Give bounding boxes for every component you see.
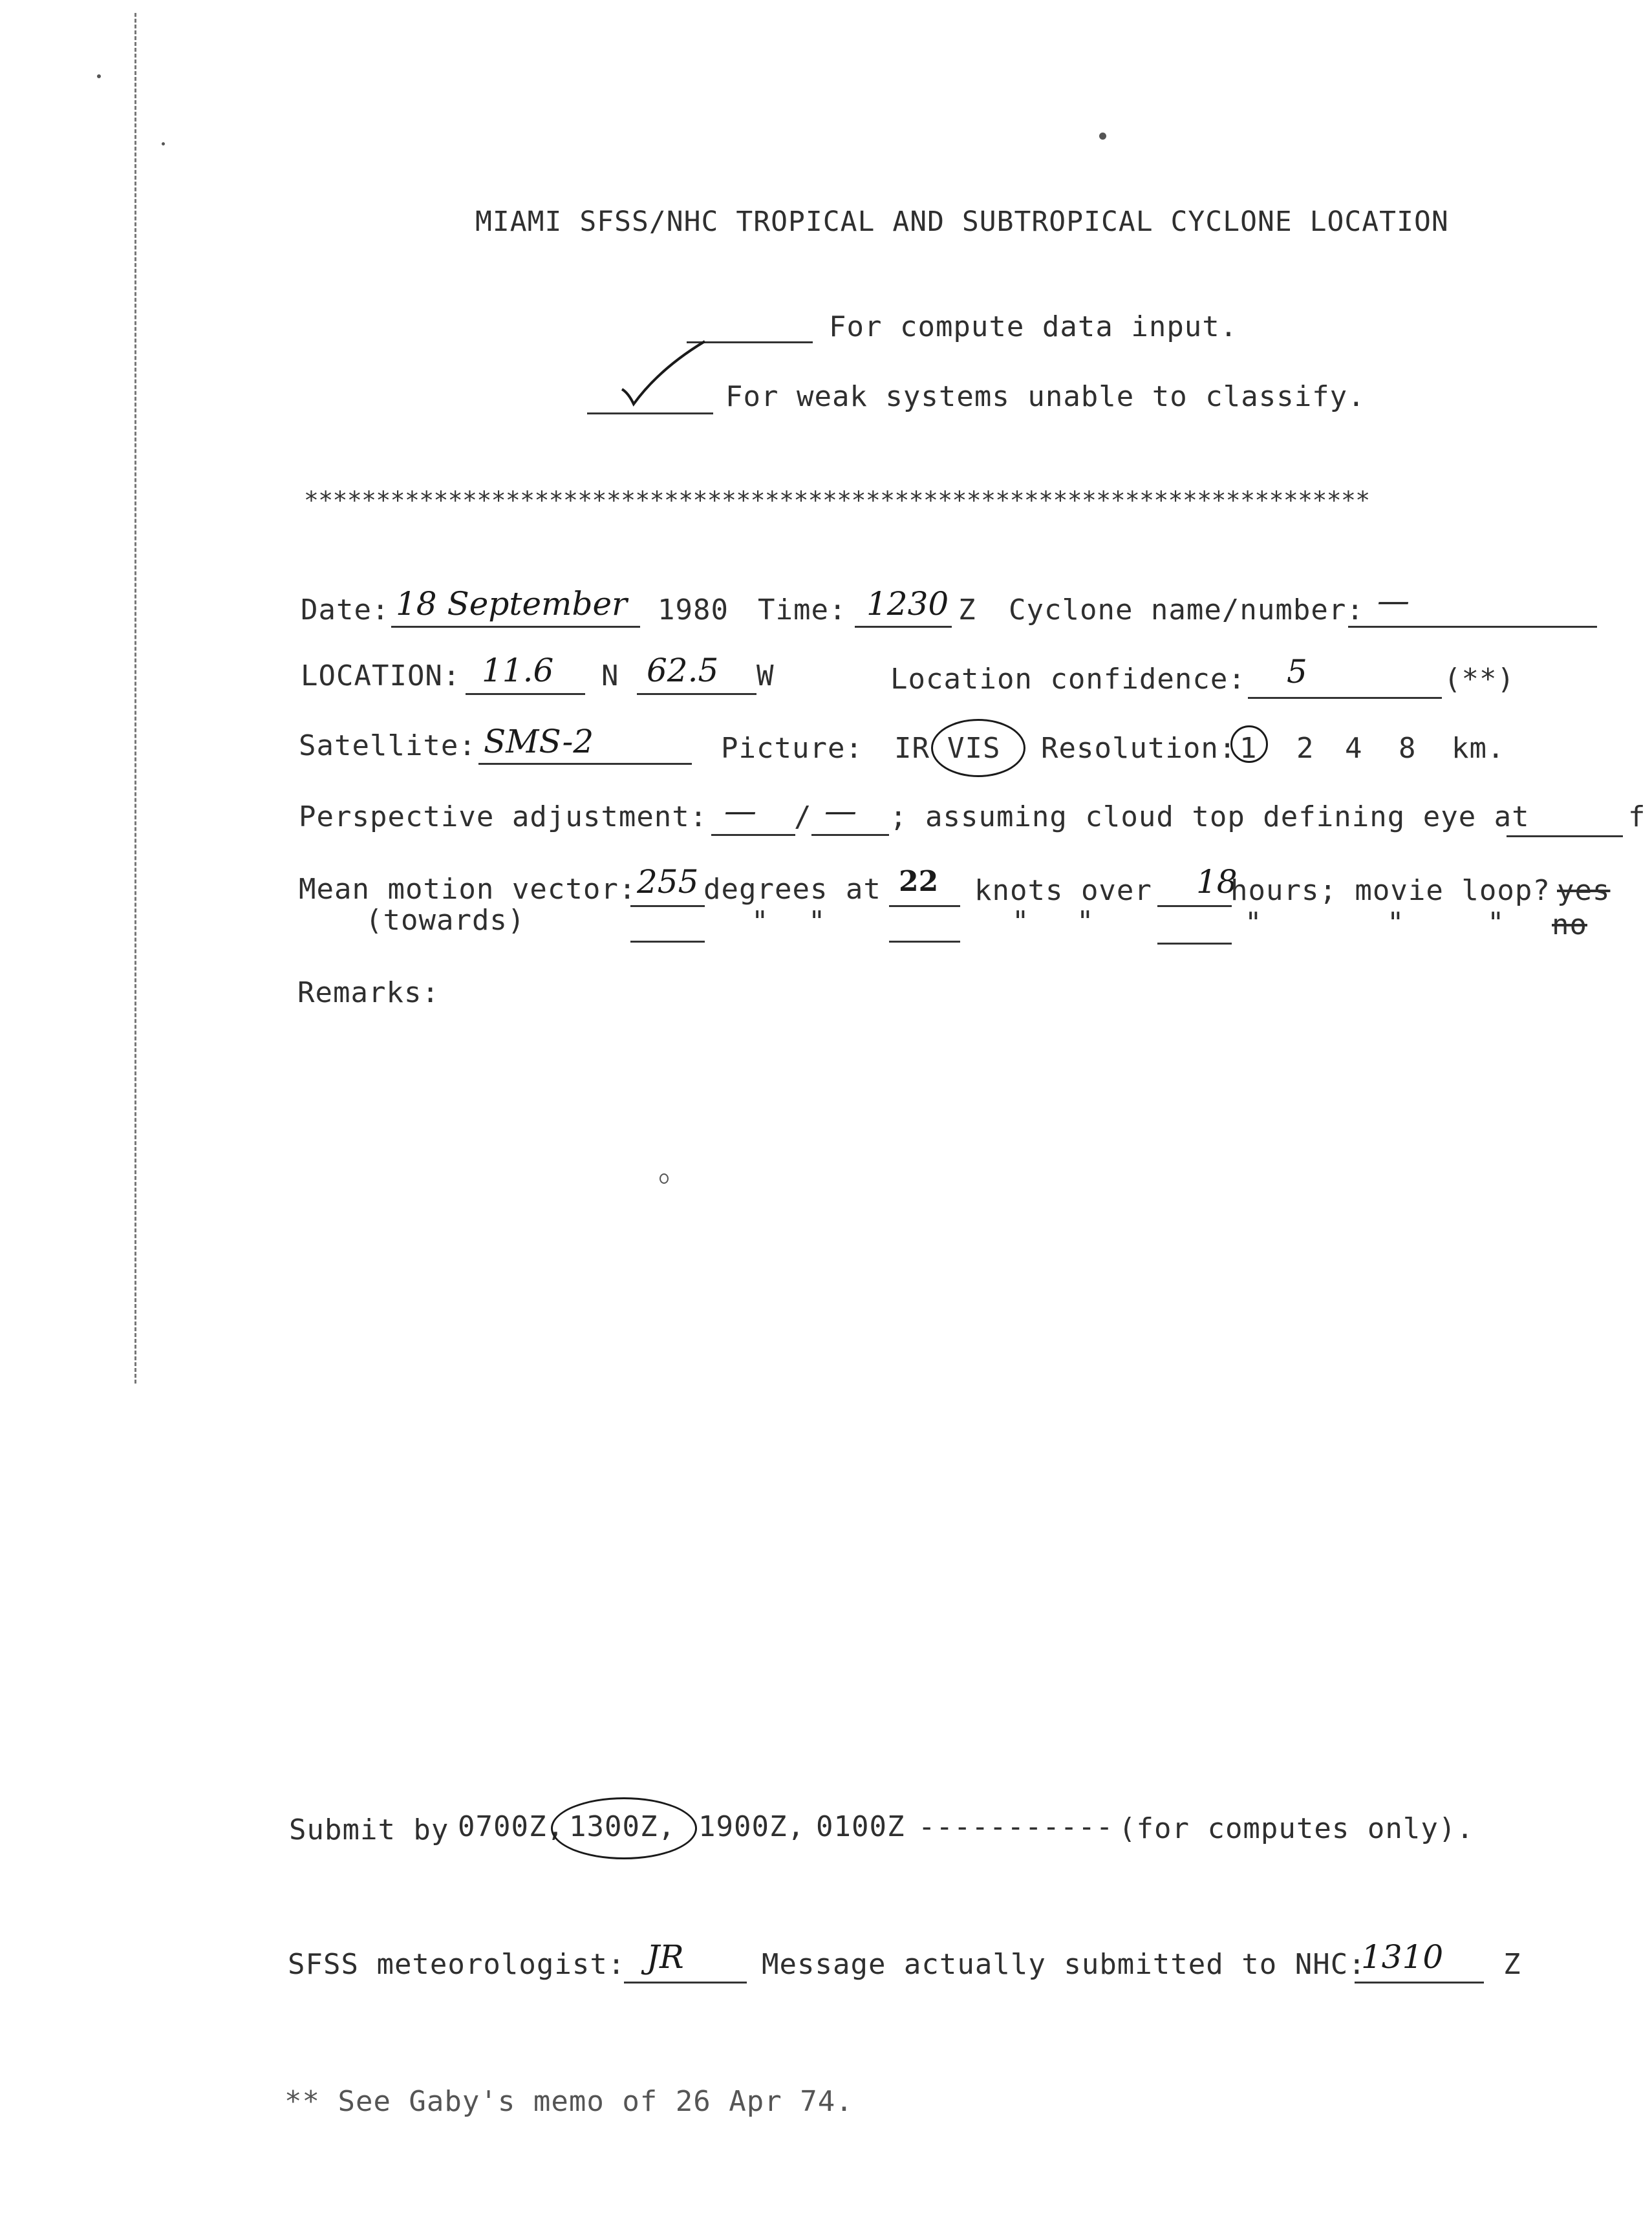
perspective-trailing: f: [1628, 800, 1646, 833]
meteorologist-initials: JR: [647, 1938, 684, 1976]
confidence-label: Location confidence:: [890, 663, 1246, 696]
date-value: 18 September: [396, 585, 627, 623]
movie-no: no: [1552, 908, 1587, 941]
picture-vis: VIS: [947, 732, 1001, 765]
movie-yes: yes: [1557, 874, 1611, 907]
picture-label: Picture:: [721, 732, 863, 765]
resolution-option: 8: [1399, 732, 1417, 765]
perspective-slash: /: [794, 800, 812, 833]
hours-value: 18: [1196, 863, 1238, 901]
submit-time-selected: 1300Z,: [569, 1810, 676, 1843]
year-value: 1980: [658, 593, 729, 626]
cyclone-value: —: [1377, 582, 1410, 619]
time-zone: Z: [958, 593, 976, 626]
longitude-value: 62.5: [647, 652, 719, 689]
message-zone: Z: [1503, 1948, 1521, 1981]
time-label: Time:: [758, 593, 847, 626]
perspective-value-2: —: [824, 792, 857, 829]
meteorologist-underline: [624, 1982, 747, 1983]
degrees-value: 255: [637, 863, 699, 901]
longitude-underline: [637, 693, 756, 695]
perspective-underline-1: [711, 834, 795, 836]
message-label: Message actually submitted to NHC:: [762, 1948, 1366, 1981]
latitude-value: 11.6: [482, 652, 554, 689]
compute-option-label: For compute data input.: [829, 310, 1238, 343]
latitude-underline: [466, 693, 585, 695]
confidence-value: 5: [1287, 653, 1307, 690]
submit-time: 0700Z,: [458, 1810, 564, 1843]
towards-label: (towards): [365, 904, 526, 937]
ditto-mark: ": [808, 905, 826, 938]
meteorologist-label: SFSS meteorologist:: [288, 1948, 626, 1981]
satellite-label: Satellite:: [299, 729, 477, 762]
submit-dashes: -----------: [918, 1810, 1114, 1843]
speck: [162, 142, 165, 145]
message-time: 1310: [1361, 1938, 1444, 1976]
speck: [660, 1173, 669, 1184]
perspective-underline-2: [811, 834, 889, 836]
submit-prefix: Submit by: [289, 1813, 449, 1846]
ditto-mark: ": [1012, 905, 1030, 938]
speck: [1099, 133, 1106, 140]
towards-knots-underline: [889, 941, 960, 943]
eye-height-underline: [1507, 835, 1623, 837]
knots-underline: [889, 905, 960, 907]
towards-hours-underline: [1157, 943, 1232, 945]
ditto-mark: ": [1487, 906, 1505, 939]
time-underline: [855, 626, 952, 628]
submit-time: 0100Z: [816, 1810, 905, 1843]
satellite-underline: [478, 763, 692, 765]
page-title: MIAMI SFSS/NHC TROPICAL AND SUBTROPICAL CYCLONE LOCATION: [475, 206, 1449, 238]
perspective-value-1: —: [724, 792, 756, 829]
north-label: N: [601, 659, 619, 692]
resolution-option: 1: [1239, 732, 1258, 765]
motion-label: Mean motion vector:: [299, 873, 637, 906]
remarks-label: Remarks:: [297, 976, 440, 1009]
perspective-label: Perspective adjustment:: [299, 800, 708, 833]
degrees-underline: [630, 905, 705, 907]
confidence-underline: [1248, 697, 1442, 699]
ditto-mark: ": [751, 905, 769, 938]
location-label: LOCATION:: [301, 659, 461, 692]
submit-time: 1900Z,: [698, 1810, 805, 1843]
time-value: 1230: [866, 585, 949, 623]
date-underline: [391, 626, 640, 628]
satellite-value: SMS-2: [484, 723, 594, 760]
footnote: ** See Gaby's memo of 26 Apr 74.: [284, 2085, 853, 2118]
margin-line: [134, 13, 136, 1384]
cyclone-label: Cyclone name/number:: [1009, 593, 1364, 626]
resolution-option: 4: [1345, 732, 1363, 765]
perspective-text: ; assuming cloud top defining eye at: [890, 800, 1530, 833]
ditto-mark: ": [1387, 906, 1405, 939]
hours-underline: [1157, 905, 1232, 907]
asterisk-divider: **************************************************************************: [304, 486, 1370, 515]
hours-label: hours; movie loop?: [1230, 874, 1550, 907]
resolution-option: 2: [1296, 732, 1314, 765]
km-label: km.: [1452, 732, 1505, 765]
towards-degrees-underline: [630, 941, 705, 943]
message-time-underline: [1355, 1982, 1484, 1983]
confidence-note: (**): [1444, 663, 1515, 696]
submit-suffix: (for computes only).: [1119, 1812, 1474, 1845]
checkmark-icon: [614, 336, 711, 414]
degrees-label: degrees at: [703, 873, 881, 906]
speck: [97, 74, 101, 78]
knots-label: knots over: [974, 874, 1152, 907]
cyclone-underline: [1348, 626, 1597, 628]
date-label: Date:: [301, 593, 390, 626]
ditto-mark: ": [1077, 905, 1095, 938]
weak-blank: [587, 412, 713, 414]
resolution-label: Resolution:: [1041, 732, 1237, 765]
weak-option-label: For weak systems unable to classify.: [725, 380, 1366, 413]
knots-value: 22: [899, 865, 939, 898]
west-label: W: [756, 659, 775, 692]
ditto-mark: ": [1245, 906, 1263, 939]
picture-ir: IR: [894, 732, 930, 765]
